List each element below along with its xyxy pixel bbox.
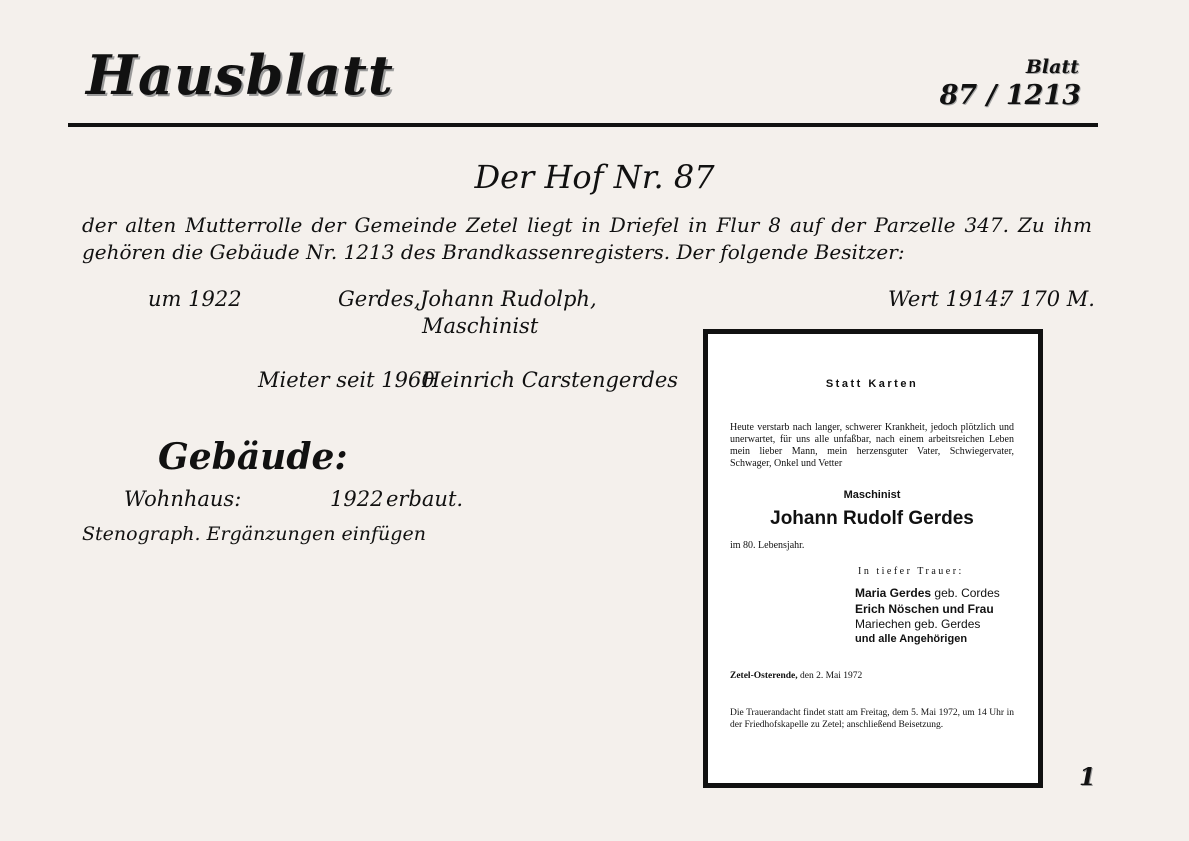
wohnhaus-note: erbaut.: [386, 487, 464, 511]
obituary-relative-1-rest: geb. Cordes: [934, 586, 1000, 600]
steno-note: Stenograph. Ergänzungen einfügen: [82, 523, 426, 545]
blatt-number: 87 / 1213: [939, 80, 1081, 111]
page-number: 1: [1079, 762, 1096, 791]
wohnhaus-year: 1922: [330, 487, 384, 511]
obituary-relative-1-name: Maria Gerdes: [855, 586, 932, 600]
obituary-place: Zetel-Osterende,: [730, 671, 798, 681]
wert-value: 7 170 M.: [1000, 287, 1095, 311]
tenant-label: Mieter seit 1960: [258, 368, 435, 392]
obituary-heading: Statt Karten: [825, 378, 919, 390]
intro-paragraph: der alten Mutterrolle der Gemeinde Zetel liegt in Driefel in Flur 8 auf der Parzelle 347. Zu ihm gehören die Gebäude Nr. 1213 des Brandkassenregisters. Der folgende Besitzer:: [82, 213, 1092, 264]
obituary-card: [703, 329, 1043, 788]
wert-label: Wert 1914:: [888, 287, 1006, 311]
obituary-relative-1: [855, 586, 1025, 600]
obituary-trauer: In tiefer Trauer:: [858, 566, 964, 577]
blatt-label: Blatt: [1025, 56, 1079, 78]
page-title: Hausblatt: [86, 43, 394, 107]
header-divider: [68, 123, 1098, 127]
owner-year: um 1922: [148, 287, 242, 311]
obituary-role: Maschinist: [843, 489, 901, 501]
obituary-body: Heute verstarb nach langer, schwerer Krankheit, jedoch plötzlich und unerwartet, für uns alle unfaßbar, nach einem arbeitsreichen Leben mein lieber Mann, mein herzensguter Vater, Schwiegervater, Schwager, Onkel und Vetter: [730, 422, 1014, 469]
obituary-age: im 80. Lebensjahr.: [730, 540, 805, 551]
obituary-relative-2: Erich Nöschen und Frau: [855, 602, 994, 616]
obituary-relative-3: Mariechen geb. Gerdes: [855, 617, 981, 631]
hof-title: Der Hof Nr. 87: [474, 158, 715, 196]
obituary-relative-4: und alle Angehörigen: [855, 633, 968, 645]
owner-surname: Gerdes,: [338, 287, 421, 311]
obituary-place-date: [730, 671, 1014, 681]
obituary-funeral: Die Trauerandacht findet statt am Freitag, dem 5. Mai 1972, um 14 Uhr in der Friedhofskapelle zu Zetel; anschließend Beisetzung.: [730, 708, 1014, 730]
tenant-name: Heinrich Carstengerdes: [422, 368, 679, 392]
owner-name: Johann Rudolph,: [420, 287, 597, 311]
obituary-name: Johann Rudolf Gerdes: [770, 508, 974, 529]
owner-occupation: Maschinist: [422, 314, 539, 338]
wohnhaus-label: Wohnhaus:: [124, 487, 242, 511]
buildings-heading: Gebäude:: [158, 436, 348, 478]
obituary-date: den 2. Mai 1972: [800, 671, 863, 681]
